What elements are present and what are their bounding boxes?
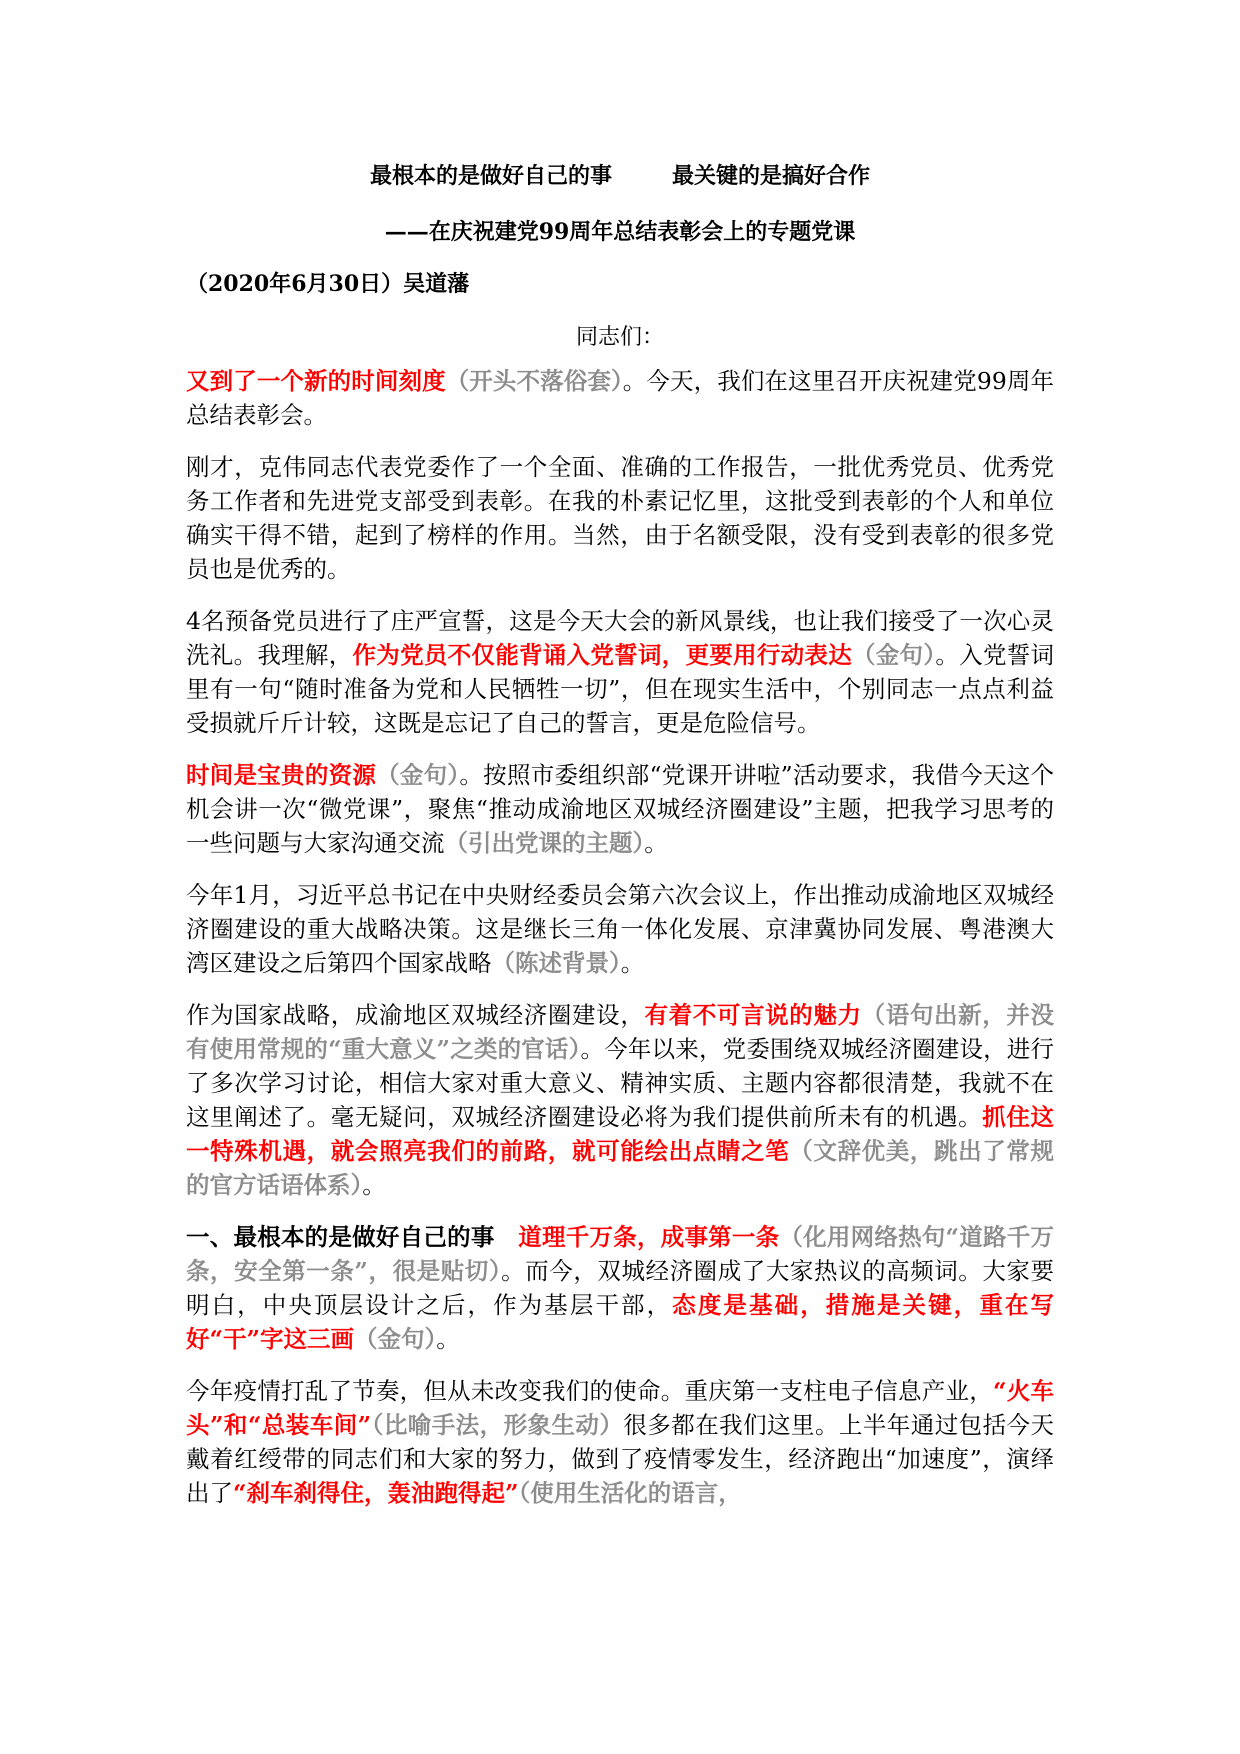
highlighted-phrase: “刹车刹得住，轰油跑得起”	[233, 1479, 519, 1507]
highlighted-phrase: 抓住这一特殊机遇，就会照亮我们的前路，就可能绘出点睛之笔	[186, 1103, 1055, 1165]
highlighted-phrase: 作为党员不仅能背诵入党誓词，更要用行动表达	[352, 641, 852, 669]
highlighted-phrase: 时间是宝贵的资源	[186, 761, 377, 789]
highlighted-phrase: 有着不可言说的魅力	[644, 1001, 862, 1029]
body-text	[186, 364, 1054, 1510]
section-heading: 一、最根本的是做好自己的事	[186, 1223, 519, 1251]
highlighted-phrase: 道理千万条，成事第一条	[518, 1223, 780, 1251]
paragraph-text: 4名预备党员进行了庄严宣誓，这是今天大会的新风景线，也让我们接受了一次心灵洗礼。我理解，	[186, 607, 1054, 669]
title-part-2: 最关键的是搞好合作	[672, 163, 871, 189]
paragraph-text: 。	[362, 1171, 386, 1199]
body-paragraph	[186, 998, 1054, 1202]
commentary-note: （化用网络热句“道路千万条，安全第一条”，很是贴切）	[186, 1223, 1054, 1285]
paragraph-text: 。按照市委组织部“党课开讲啦”活动要求，我借今天这个机会讲一次“微党课”，聚焦“推动成渝地区双城经济圈建设”主题，把我学习思考的一些问题与大家沟通交流	[186, 761, 1055, 857]
commentary-note: （金句）	[376, 761, 460, 789]
commentary-note: （比喻手法，形象生动）	[371, 1411, 624, 1439]
commentary-note: （文辞优美，跳出了常规的官方话语体系）	[186, 1137, 1055, 1199]
paragraph-text: 。	[644, 829, 668, 857]
body-paragraph	[186, 1374, 1054, 1510]
body-paragraph	[186, 878, 1054, 980]
commentary-note: （引出党课的主题）	[444, 829, 645, 857]
commentary-note: （陈述背景）	[491, 949, 621, 977]
commentary-note: （金句）	[354, 1325, 437, 1353]
document-subtitle: ——在庆祝建党99周年总结表彰会上的专题党课	[384, 219, 856, 245]
commentary-note: （语句出新，并没有使用常规的“重大意义”之类的官话）	[186, 1001, 1055, 1063]
commentary-note: （使用生活化的语言，	[518, 1479, 742, 1507]
paragraph-text: 很多都在我们这里。上半年通过包括今天戴着红绶带的同志们和大家的努力，做到了疫情零发生，经济跑出“加速度”，演绎出了	[186, 1411, 1055, 1507]
commentary-note: （金句）	[851, 641, 936, 669]
body-paragraph	[186, 1220, 1054, 1356]
document-title	[186, 156, 1054, 196]
paragraph-text: 今年疫情打乱了节奏，但从未改变我们的使命。重庆第一支柱电子信息产业，	[186, 1377, 993, 1405]
paragraph-text: 。入党誓词里有一句“随时准备为党和人民牺牲一切”，但在现实生活中，个别同志一点点利益受损就斤斤计较，这既是忘记了自己的誓言，更是危险信号。	[186, 641, 1055, 737]
highlighted-phrase: 态度是基础，措施是关键，重在写好“干”字这三画	[186, 1291, 1055, 1353]
title-part-1: 最根本的是做好自己的事	[369, 163, 612, 189]
commentary-note: （开头不落俗套）	[445, 367, 623, 395]
paragraph-text: 刚才，克伟同志代表党委作了一个全面、准确的工作报告，一批优秀党员、优秀党务工作者和先进党支部受到表彰。在我的朴素记忆里，这批受到表彰的个人和单位确实干得不错，起到了榜样的作用。当然，由于名额受限，没有受到表彰的很多党员也是优秀的。	[186, 453, 1054, 583]
salutation: 同志们：	[575, 325, 664, 350]
paragraph-text: 。今年以来，党委围绕双城经济圈建设，进行了多次学习讨论，相信大家对重大意义、精神实质、主题内容都很清楚，我就不在这里阐述了。毫无疑问，双城经济圈建设必将为我们提供前所未有的机遇。	[186, 1035, 1054, 1131]
paragraph-text: 今年1月，习近平总书记在中央财经委员会第六次会议上，作出推动成渝地区双城经济圈建设的重大战略决策。这是继长三角一体化发展、京津冀协同发展、粤港澳大湾区建设之后第四个国家战略	[186, 881, 1054, 977]
paragraph-text: 。	[436, 1325, 460, 1353]
paragraph-text: 作为国家战略，成渝地区双城经济圈建设，	[186, 1001, 645, 1029]
paragraph-text: 。而今，双城经济圈成了大家热议的高频词。大家要明白，中央顶层设计之后，作为基层干部，	[186, 1257, 1054, 1319]
highlighted-phrase: “火车头”和“总装车间”	[186, 1377, 1054, 1439]
paragraph-text: 。今天，我们在这里召开庆祝建党99周年总结表彰会。	[186, 367, 1055, 429]
body-paragraph	[186, 604, 1054, 740]
highlighted-phrase: 又到了一个新的时间刻度	[186, 367, 446, 395]
date-author-line: （2020年6月30日）吴道藩	[186, 271, 470, 297]
body-paragraph	[186, 450, 1054, 586]
body-paragraph	[186, 758, 1054, 860]
body-paragraph	[186, 364, 1054, 432]
paragraph-text: 。	[620, 949, 645, 977]
